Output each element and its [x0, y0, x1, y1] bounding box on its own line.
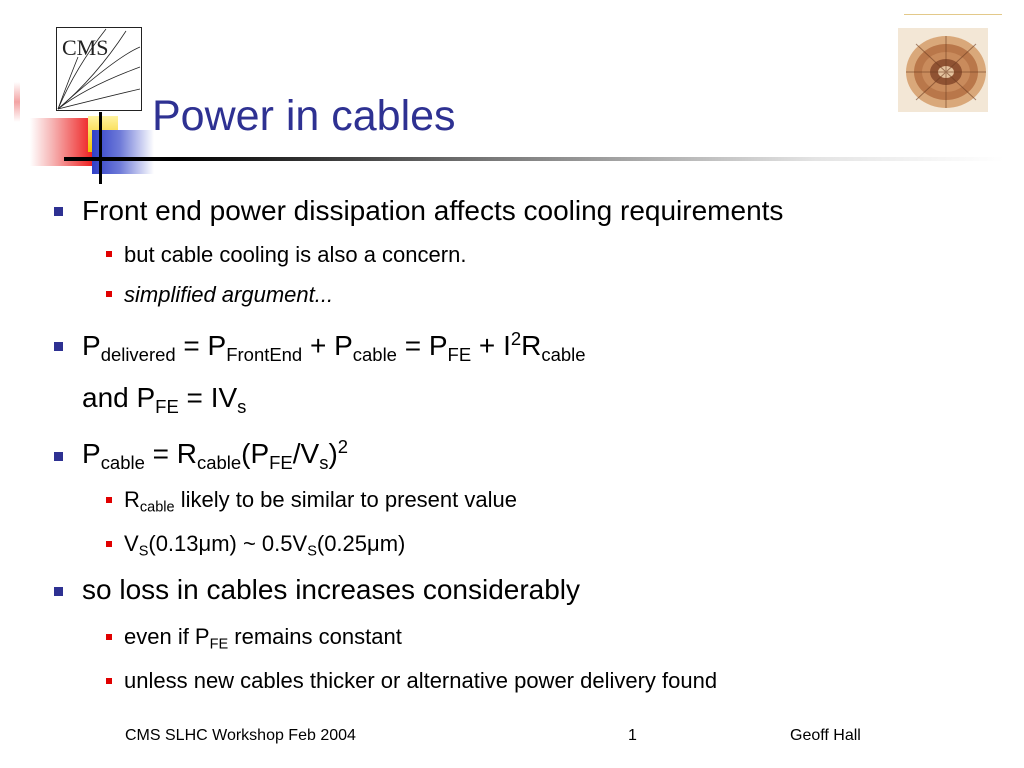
sub-bullet-text: simplified argument...: [124, 282, 334, 307]
cms-logo: [56, 27, 142, 111]
sub-bullet-text: even if $P_{FE}$ remains constant: [124, 624, 402, 653]
bullet-text: so loss in cables increases considerably: [82, 574, 581, 605]
footer-left: CMS SLHC Workshop Feb 2004: [125, 727, 356, 744]
footer-page-number: 1: [628, 727, 637, 744]
decorative-red-sliver: [14, 82, 20, 122]
sub-bullet-text: but cable cooling is also a concern.: [124, 242, 467, 267]
sub-bullet-text: $R_{cable}$ likely to be similar to present value: [124, 487, 517, 516]
decorative-vertical-line: [99, 112, 102, 184]
bullet-marker: [54, 452, 63, 461]
sub-bullet-marker: [106, 251, 112, 257]
bullet-marker: [54, 587, 63, 596]
sub-bullet-marker: [106, 541, 112, 547]
sub-bullet-marker: [106, 291, 112, 297]
sub-bullet-marker: [106, 678, 112, 684]
sub-bullet-marker: [106, 634, 112, 640]
title-underline: [64, 157, 1004, 161]
sub-bullet-marker: [106, 497, 112, 503]
formula-p-fe: and $P_{FE} = IV_s$: [82, 382, 247, 417]
bullet-marker: [54, 342, 63, 351]
sub-bullet-text: unless new cables thicker or alternative power delivery found: [124, 668, 718, 693]
sub-bullet-text: $V_S(0.13\mu m)$ ~ $0.5V_S(0.25\mu m)$: [124, 531, 406, 560]
cms-logo-text: CMS: [62, 35, 109, 60]
detector-photo: [898, 28, 988, 112]
footer-author: Geoff Hall: [790, 727, 861, 744]
slide-title: Power in cables: [152, 92, 456, 140]
formula-p-delivered: $P_{delivered} = P_{FrontEnd} + P_{cable} = P_{FE} + I^2R_{cable}$: [82, 327, 586, 365]
formula-p-cable: $P_{cable} = R_{cable}(P_{FE}/V_s)^2$: [82, 435, 349, 473]
top-rule-line: [904, 14, 1002, 15]
bullet-text: Front end power dissipation affects cooling requirements: [82, 195, 784, 226]
bullet-marker: [54, 207, 63, 216]
